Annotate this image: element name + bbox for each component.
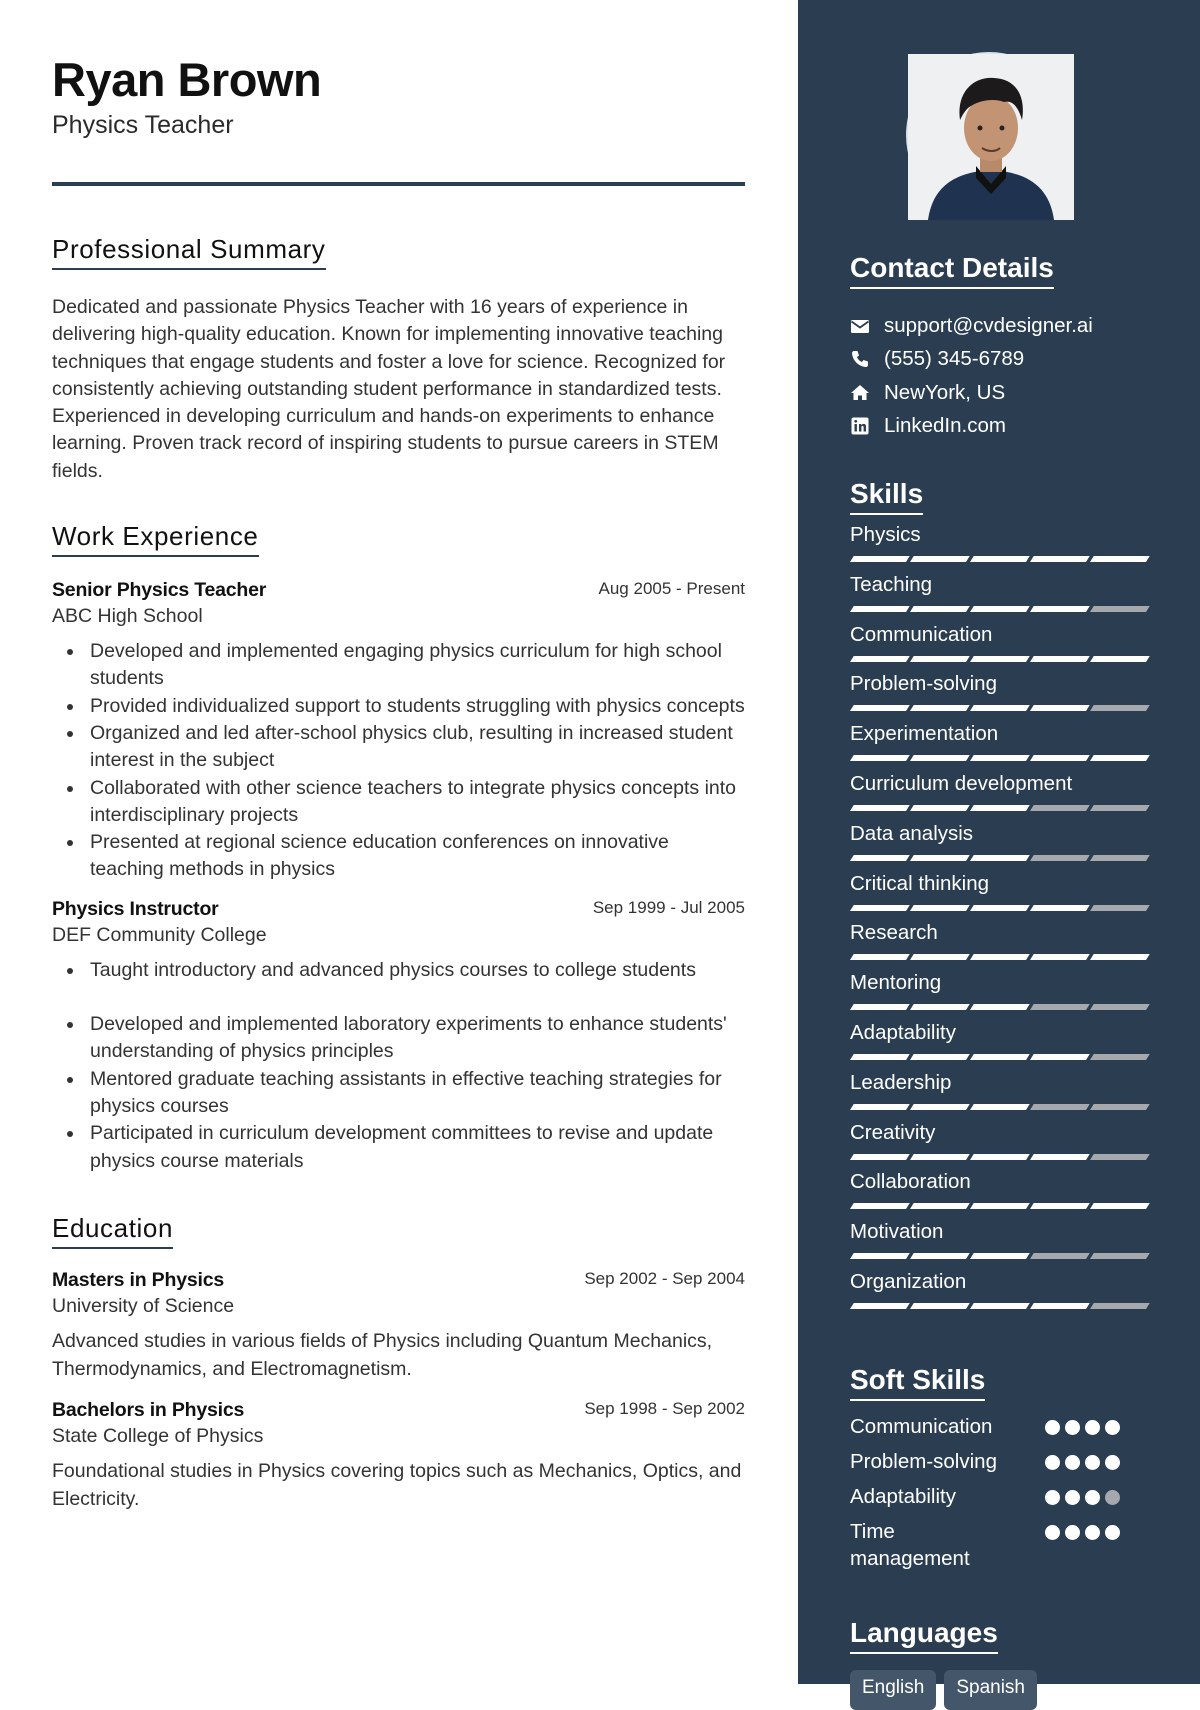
job-title: Senior Physics Teacher — [52, 579, 267, 602]
skill-row — [850, 1070, 1148, 1120]
skill-level-segment — [910, 1154, 970, 1160]
skill-level-segment — [1090, 1104, 1150, 1110]
skill-level-segment — [910, 1203, 970, 1209]
skill-level-segment — [1090, 606, 1150, 612]
skill-row — [850, 622, 1148, 672]
skill-level-bar — [850, 1004, 1148, 1010]
skill-level-segment — [970, 805, 1030, 811]
skill-row — [850, 721, 1148, 771]
skill-level-segment — [970, 606, 1030, 612]
rating-dot — [1105, 1420, 1120, 1435]
skill-level-segment — [910, 705, 970, 711]
languages-heading: Languages — [850, 1617, 998, 1654]
skill-level-segment — [910, 1054, 970, 1060]
skills-heading: Skills — [850, 478, 923, 515]
skill-row — [850, 871, 1148, 921]
skill-level-segment — [970, 1303, 1030, 1309]
rating-dot — [1085, 1420, 1100, 1435]
skill-level-segment — [970, 1104, 1030, 1110]
skill-level-segment — [1030, 1104, 1090, 1110]
skill-level-segment — [1090, 755, 1150, 761]
skill-level-segment — [1030, 606, 1090, 612]
skill-row — [850, 1169, 1148, 1219]
skill-level-segment — [850, 1154, 910, 1160]
degree-title: Bachelors in Physics — [52, 1398, 245, 1421]
soft-skill-rating — [1045, 1455, 1120, 1470]
education-description: Advanced studies in various fields of Physics including Quantum Mechanics, Thermodynamics, and Electromagnetism. — [52, 1329, 713, 1380]
skill-row — [850, 1020, 1148, 1070]
skill-row — [850, 1219, 1148, 1269]
skill-level-bar — [850, 1253, 1148, 1259]
skill-level-bar — [850, 805, 1148, 811]
skill-level-segment — [1030, 1253, 1090, 1259]
rating-dot — [1065, 1525, 1080, 1540]
language-pill: Spanish — [944, 1670, 1037, 1710]
contact-location-text: NewYork, US — [884, 380, 1006, 404]
rating-dot — [1085, 1455, 1100, 1470]
skill-level-segment — [970, 1054, 1030, 1060]
skill-level-segment — [910, 656, 970, 662]
skill-level-bar — [850, 1203, 1148, 1209]
skill-row — [850, 671, 1148, 721]
list-item: Presented at regional science education conferences on innovative teaching methods in physics — [52, 829, 745, 884]
skill-level-segment — [1090, 1203, 1150, 1209]
skill-level-bar — [850, 905, 1148, 911]
skill-level-segment — [850, 954, 910, 960]
skill-level-bar — [850, 1104, 1148, 1110]
education-entry — [52, 1397, 745, 1513]
skill-level-segment — [970, 1253, 1030, 1259]
contact-linkedin[interactable] — [850, 410, 1148, 444]
skill-level-segment — [1030, 1154, 1090, 1160]
rating-dot — [1065, 1490, 1080, 1505]
skill-level-segment — [1030, 755, 1090, 761]
skill-level-segment — [910, 1253, 970, 1259]
skill-level-bar — [850, 954, 1148, 960]
skill-level-segment — [1030, 1054, 1090, 1060]
skill-level-segment — [1090, 1154, 1150, 1160]
rating-dot — [1085, 1525, 1100, 1540]
degree-title: Masters in Physics — [52, 1268, 224, 1291]
contact-email[interactable] — [850, 309, 1148, 343]
job-organization: DEF Community College — [52, 923, 267, 946]
skill-level-segment — [850, 705, 910, 711]
skill-level-bar — [850, 606, 1148, 612]
soft-skill-name: Communication — [850, 1415, 993, 1438]
rating-dot — [1045, 1490, 1060, 1505]
skill-name: Problem-solving — [850, 672, 997, 696]
skill-level-segment — [850, 556, 910, 562]
school-name: State College of Physics — [52, 1424, 264, 1447]
skill-row — [850, 1269, 1148, 1319]
skill-level-bar — [850, 1154, 1148, 1160]
skill-name: Leadership — [850, 1070, 952, 1094]
skill-level-segment — [850, 1253, 910, 1259]
skill-name: Physics — [850, 523, 921, 546]
profile-photo — [908, 54, 1074, 220]
skill-level-segment — [850, 1104, 910, 1110]
skill-level-segment — [1030, 905, 1090, 911]
skill-level-segment — [1030, 954, 1090, 960]
languages-section — [850, 1617, 1148, 1710]
skill-row — [850, 970, 1148, 1020]
skill-row — [850, 821, 1148, 871]
skill-level-segment — [910, 606, 970, 612]
job-dates: Sep 1999 - Jul 2005 — [592, 897, 745, 917]
education-heading: Education — [52, 1213, 173, 1249]
skill-level-segment — [970, 1004, 1030, 1010]
skill-level-segment — [1090, 705, 1150, 711]
skills-section — [850, 478, 1148, 1319]
envelope-icon — [850, 316, 884, 336]
skill-level-segment — [1030, 656, 1090, 662]
job-organization: ABC High School — [52, 605, 203, 628]
skill-level-segment — [1090, 905, 1150, 911]
job-entry — [52, 577, 745, 884]
skill-level-segment — [1030, 1004, 1090, 1010]
soft-skill-rating — [1045, 1525, 1120, 1540]
skill-level-segment — [1090, 805, 1150, 811]
skill-level-segment — [850, 1004, 910, 1010]
skill-name: Mentoring — [850, 971, 942, 995]
contact-location — [850, 376, 1148, 410]
rating-dot — [1105, 1490, 1120, 1505]
summary-text: Dedicated and passionate Physics Teacher with 16 years of experience in delivering high-quality education. Known for implementing innovative teaching techniques that engage students and foster a love for science. Recognized for consistently achieving outstanding student performance in standardized tests. Experienced in developing curriculum and hands-on experiments to enhance learning. Proven track record of inspiring students to pursue careers in STEM fields. — [52, 296, 726, 482]
soft-skills-section — [850, 1364, 1148, 1580]
contact-section — [850, 252, 1148, 443]
skill-level-segment — [910, 1303, 970, 1309]
skill-name: Research — [850, 921, 938, 945]
skill-level-segment — [1090, 954, 1150, 960]
avatar — [906, 52, 1072, 218]
skill-level-segment — [1090, 656, 1150, 662]
skill-level-segment — [850, 1203, 910, 1209]
skill-level-segment — [1090, 855, 1150, 861]
contact-list — [850, 309, 1148, 443]
skill-level-segment — [1030, 556, 1090, 562]
list-item: Mentored graduate teaching assistants in effective teaching strategies for physics courses — [52, 1066, 745, 1121]
skill-level-segment — [850, 1054, 910, 1060]
soft-skill-row — [850, 1413, 1148, 1440]
skill-name: Organization — [850, 1269, 967, 1293]
education-dates: Sep 1998 - Sep 2002 — [584, 1398, 745, 1418]
language-pill: English — [850, 1670, 936, 1710]
soft-skill-row — [850, 1483, 1148, 1510]
job-entry — [52, 896, 745, 1175]
skill-level-segment — [970, 1203, 1030, 1209]
skill-level-segment — [850, 656, 910, 662]
skill-level-segment — [850, 755, 910, 761]
skill-name: Creativity — [850, 1120, 936, 1144]
skill-level-segment — [910, 1004, 970, 1010]
languages-list — [850, 1670, 1148, 1710]
job-bullets — [52, 957, 745, 1175]
candidate-role: Physics Teacher — [52, 111, 234, 139]
job-dates: Aug 2005 - Present — [598, 579, 745, 599]
skill-name: Adaptability — [850, 1020, 956, 1044]
job-title: Physics Instructor — [52, 897, 219, 920]
rating-dot — [1065, 1420, 1080, 1435]
skill-row — [850, 522, 1148, 572]
skill-name: Curriculum development — [850, 771, 1073, 795]
skill-name: Experimentation — [850, 722, 999, 746]
job-bullets — [52, 638, 745, 884]
linkedin-icon — [850, 416, 884, 436]
skill-level-segment — [970, 705, 1030, 711]
skill-level-segment — [970, 755, 1030, 761]
soft-skill-rating — [1045, 1490, 1120, 1505]
candidate-name: Ryan Brown — [52, 53, 322, 106]
summary-heading: Professional Summary — [52, 234, 326, 270]
education-dates: Sep 2002 - Sep 2004 — [584, 1268, 745, 1288]
skill-name: Data analysis — [850, 821, 974, 845]
skill-name: Collaboration — [850, 1170, 971, 1194]
rating-dot — [1045, 1525, 1060, 1540]
skill-level-segment — [910, 805, 970, 811]
skill-level-segment — [910, 1104, 970, 1110]
skill-level-segment — [970, 556, 1030, 562]
home-icon — [850, 383, 884, 403]
skill-level-segment — [1090, 556, 1150, 562]
soft-skills-list — [850, 1413, 1148, 1572]
skill-level-segment — [970, 855, 1030, 861]
skill-level-segment — [910, 855, 970, 861]
list-item: Developed and implemented laboratory experiments to enhance students' understanding of physics principles — [52, 1011, 745, 1066]
contact-linkedin-text: LinkedIn.com — [884, 414, 1006, 438]
rating-dot — [1045, 1455, 1060, 1470]
skill-level-segment — [1030, 855, 1090, 861]
skill-level-segment — [970, 954, 1030, 960]
skill-level-segment — [970, 905, 1030, 911]
soft-skills-heading: Soft Skills — [850, 1364, 985, 1401]
skill-level-segment — [850, 905, 910, 911]
contact-email-text: support@cvdesigner.ai — [884, 313, 1093, 337]
soft-skill-name: Problem-solving — [850, 1450, 997, 1473]
soft-skill-row — [850, 1448, 1148, 1475]
rating-dot — [1085, 1490, 1100, 1505]
skill-row — [850, 1120, 1148, 1170]
skill-level-segment — [970, 1154, 1030, 1160]
skill-row — [850, 572, 1148, 622]
work-heading: Work Experience — [52, 521, 259, 557]
header-divider — [52, 182, 745, 186]
skill-name: Motivation — [850, 1220, 944, 1244]
skill-level-segment — [1030, 1303, 1090, 1309]
skill-level-segment — [850, 606, 910, 612]
skill-level-segment — [970, 656, 1030, 662]
skill-level-bar — [850, 1303, 1148, 1309]
soft-skill-name: Adaptability — [850, 1485, 956, 1508]
skill-level-segment — [1090, 1054, 1150, 1060]
list-item: Provided individualized support to students struggling with physics concepts — [52, 693, 745, 720]
soft-skill-rating — [1045, 1420, 1120, 1435]
soft-skill-name: Time management — [850, 1520, 970, 1570]
list-item: Taught introductory and advanced physics courses to college students — [52, 957, 745, 984]
list-item: Organized and led after-school physics club, resulting in increased student interest in the subject — [52, 720, 745, 775]
skill-level-segment — [850, 855, 910, 861]
rating-dot — [1065, 1455, 1080, 1470]
soft-skill-row — [850, 1518, 1148, 1572]
rating-dot — [1105, 1455, 1120, 1470]
school-name: University of Science — [52, 1294, 235, 1317]
list-item: Developed and implemented engaging physics curriculum for high school students — [52, 638, 745, 693]
skill-name: Teaching — [850, 572, 933, 596]
skill-name: Communication — [850, 622, 993, 646]
skill-level-bar — [850, 705, 1148, 711]
skill-level-bar — [850, 855, 1148, 861]
contact-phone[interactable] — [850, 343, 1148, 377]
skill-level-segment — [1090, 1004, 1150, 1010]
skill-row — [850, 920, 1148, 970]
rating-dot — [1105, 1525, 1120, 1540]
skill-level-segment — [1030, 1203, 1090, 1209]
list-item: Participated in curriculum development committees to revise and update physics course materials — [52, 1120, 745, 1175]
contact-phone-text: (555) 345-6789 — [884, 347, 1025, 371]
phone-icon — [850, 349, 884, 369]
skill-level-bar — [850, 556, 1148, 562]
skill-level-segment — [910, 954, 970, 960]
skill-level-segment — [850, 1303, 910, 1309]
list-item: Collaborated with other science teachers to integrate physics concepts into interdisciplinary projects — [52, 775, 745, 830]
skill-level-bar — [850, 656, 1148, 662]
sidebar — [798, 0, 1200, 1698]
skill-level-segment — [850, 805, 910, 811]
skill-level-bar — [850, 755, 1148, 761]
rating-dot — [1045, 1420, 1060, 1435]
skill-level-segment — [1030, 805, 1090, 811]
skill-level-segment — [1090, 1253, 1150, 1259]
skill-level-segment — [910, 905, 970, 911]
skill-level-segment — [910, 755, 970, 761]
skill-name: Critical thinking — [850, 871, 989, 895]
skill-level-segment — [1090, 1303, 1150, 1309]
skill-row — [850, 771, 1148, 821]
skills-list — [850, 522, 1148, 1319]
education-entry — [52, 1267, 745, 1383]
skill-level-segment — [910, 556, 970, 562]
education-description: Foundational studies in Physics covering topics such as Mechanics, Optics, and Electricity. — [52, 1459, 742, 1510]
skill-level-bar — [850, 1054, 1148, 1060]
contact-heading: Contact Details — [850, 252, 1054, 289]
skill-level-segment — [1030, 705, 1090, 711]
